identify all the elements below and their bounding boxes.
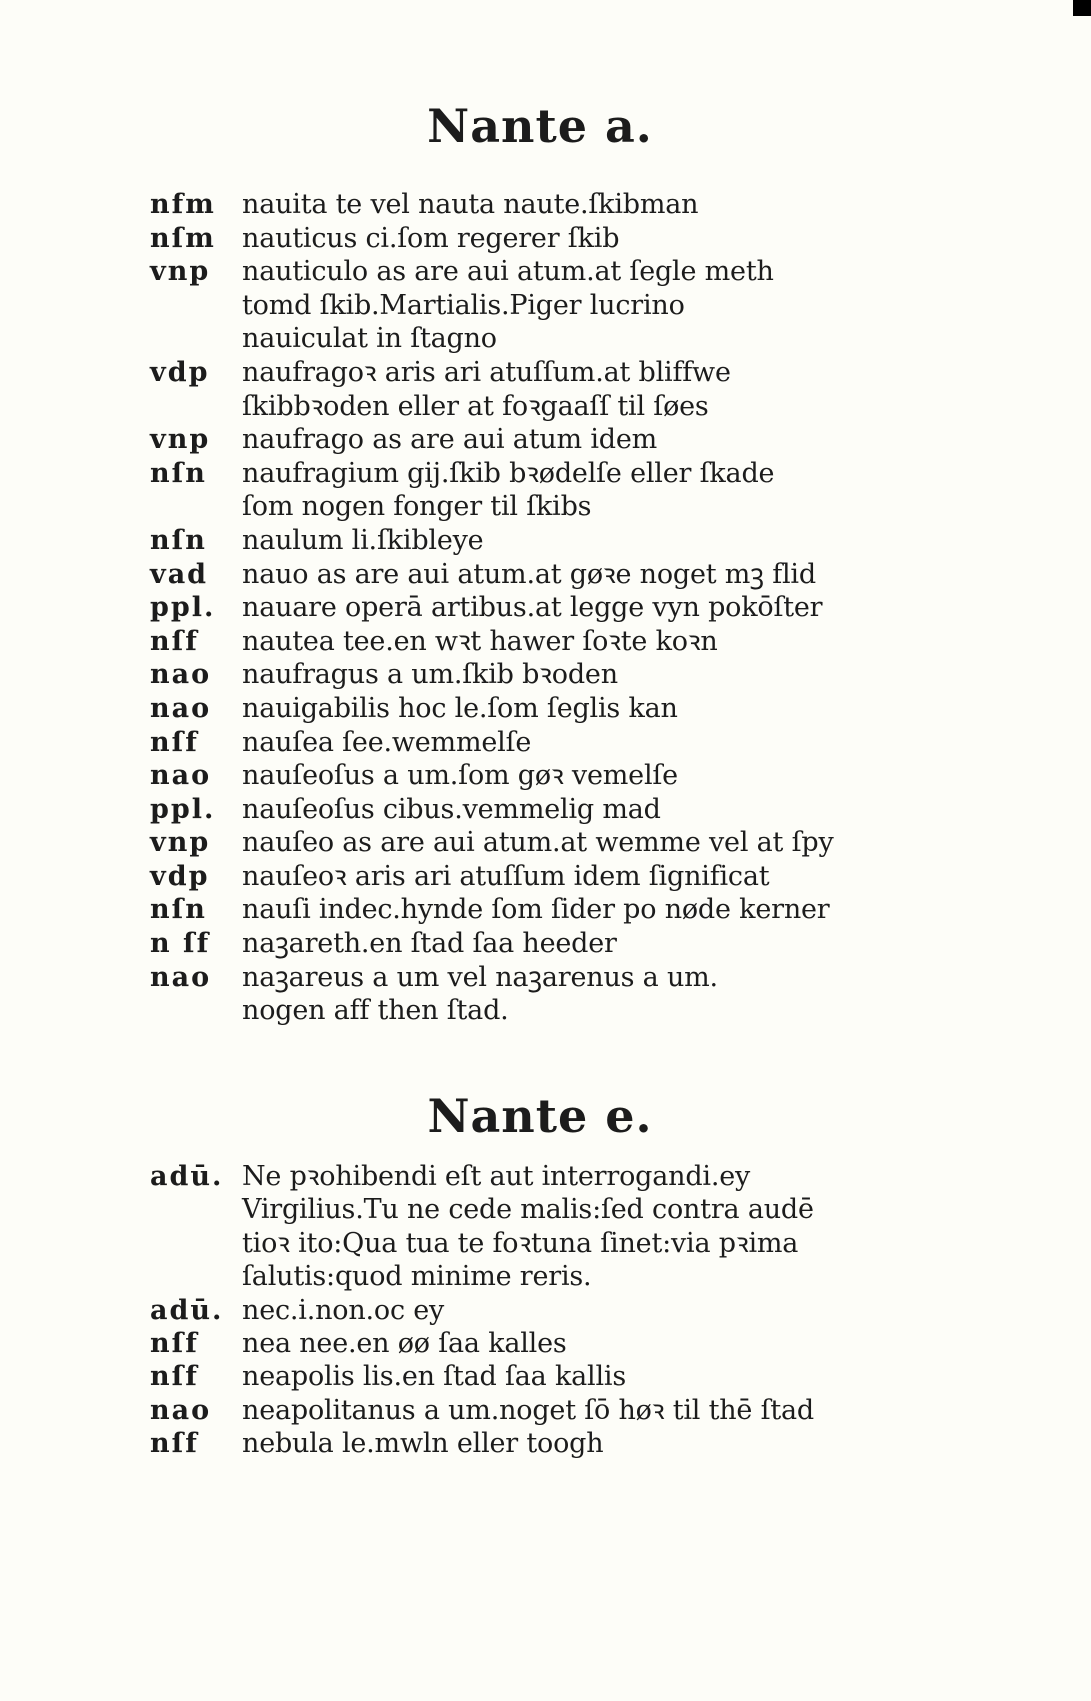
dictionary-entry (150, 726, 1050, 760)
grammar-code: adū. (150, 1161, 224, 1192)
grammar-code: adū. (150, 1294, 224, 1326)
dictionary-entry (150, 255, 1050, 356)
entry-text (242, 1427, 1050, 1460)
entry-line: ſkibbꝛoden eller at foꝛgaaſſ til ſøes (242, 390, 709, 422)
dictionary-entry (150, 1294, 1050, 1327)
entry-text (242, 1294, 1050, 1327)
entry-line: ſom nogen fonger til ſkibs (242, 491, 592, 523)
entry-text (242, 961, 1050, 1028)
entry-line: nauo as are aui atum.at gøꝛe noget mꝫ flid (242, 558, 816, 590)
dictionary-entry (150, 1394, 1050, 1427)
entry-line: naulum li.ſkibleye (242, 524, 484, 556)
entry-line: nauigabilis hoc le.ſom ſeglis kan (242, 692, 678, 724)
grammar-code: nſm (150, 222, 216, 254)
dictionary-entry (150, 457, 1050, 524)
grammar-code: ppl. (150, 592, 216, 624)
entry-line: nauiculat in ſtagno (242, 323, 497, 355)
dictionary-entry (150, 188, 1050, 222)
dictionary-entry (150, 793, 1050, 827)
entry-text (242, 692, 1050, 726)
entry-text (242, 222, 1050, 256)
entry-text (242, 1327, 1050, 1360)
grammar-code: nao (150, 1394, 212, 1426)
entry-line: naꝫareus a um vel naꝫarenus a um. (242, 961, 718, 993)
grammar-code: nſf (150, 1428, 199, 1460)
entry-line: nauſeoꝛ aris ari atuſſum idem ſignificat (242, 860, 770, 892)
entry-line: naufragium gij.ſkib bꝛødelſe eller ſkade (242, 457, 775, 489)
grammar-code: nao (150, 760, 212, 792)
dictionary-entry (150, 658, 1050, 692)
dictionary-entry (150, 860, 1050, 894)
dictionary-entry (150, 423, 1050, 457)
dictionary-entry (150, 222, 1050, 256)
grammar-code: vdp (150, 860, 210, 892)
dictionary-entry (150, 625, 1050, 659)
grammar-code: vnp (150, 424, 211, 456)
grammar-code: vdp (150, 356, 210, 388)
entry-text (242, 423, 1050, 457)
dictionary-entry (150, 692, 1050, 726)
entry-line: nauſeoſus cibus.vemmelig mad (242, 793, 661, 825)
entry-line: Ne pꝛohibendi eſt aut interrogandi.ey (242, 1161, 751, 1192)
grammar-code: n ſf (150, 928, 211, 960)
dictionary-entry (150, 1160, 1050, 1294)
entry-line: nauita te vel nauta naute.ſkibman (242, 189, 699, 220)
entry-list-a (150, 188, 1050, 1028)
entry-text (242, 558, 1050, 592)
section-heading-e: Nante e. (427, 1089, 653, 1143)
dictionary-entry (150, 591, 1050, 625)
entry-text (242, 1360, 1050, 1393)
entry-text (242, 625, 1050, 659)
entry-line: naufragoꝛ aris ari atuſſum.at bliffwe (242, 356, 731, 388)
entry-text (242, 927, 1050, 961)
entry-line: naufrago as are aui atum idem (242, 424, 658, 456)
grammar-code: nfm (150, 189, 216, 220)
section-heading-a: Nante a. (427, 99, 653, 153)
entry-text (242, 1394, 1050, 1427)
entry-line: neapolitanus a um.noget ſō høꝛ til thē ſtad (242, 1394, 815, 1426)
entry-line: nauſi indec.hynde ſom ſider po nøde kerner (242, 894, 830, 926)
dictionary-entry (150, 927, 1050, 961)
grammar-code: nſf (150, 625, 199, 657)
grammar-code: nao (150, 659, 212, 691)
entry-text (242, 356, 1050, 423)
grammar-code: vnp (150, 827, 211, 859)
grammar-code: nſf (150, 1328, 199, 1360)
entry-line: tioꝛ ito:Qua tua te foꝛtuna ſinet:via pꝛima (242, 1227, 799, 1259)
dictionary-entry (150, 1360, 1050, 1393)
entry-text (242, 759, 1050, 793)
entry-line: nea nee.en øø ſaa kalles (242, 1328, 567, 1360)
grammar-code: nſf (150, 1361, 199, 1393)
entry-line: nauſea ſee.wemmelſe (242, 726, 532, 758)
dictionary-entry (150, 961, 1050, 1028)
entry-line: nebula le.mwln eller toogh (242, 1428, 604, 1460)
grammar-code: vnp (150, 256, 211, 288)
entry-text (242, 457, 1050, 524)
dictionary-entry (150, 558, 1050, 592)
dictionary-entry (150, 1327, 1050, 1360)
dictionary-entry (150, 759, 1050, 793)
entry-text (242, 860, 1050, 894)
dictionary-entry (150, 893, 1050, 927)
entry-text (242, 826, 1050, 860)
grammar-code: nao (150, 692, 212, 724)
entry-line: neapolis lis.en ſtad ſaa kallis (242, 1361, 626, 1393)
grammar-code: nſn (150, 457, 207, 489)
entry-line: naufragus a um.ſkib bꝛoden (242, 659, 618, 691)
grammar-code: nſn (150, 894, 207, 926)
entry-list-e (150, 1160, 1050, 1461)
entry-line: tomd ſkib.Martialis.Piger lucrino (242, 289, 685, 321)
entry-text (242, 726, 1050, 760)
entry-text (242, 658, 1050, 692)
dictionary-entry (150, 356, 1050, 423)
entry-line: nauſeo as are aui atum.at wemme vel at ſpy (242, 827, 834, 859)
entry-line: naꝫareth.en ſtad ſaa heeder (242, 928, 617, 960)
entry-line: nec.i.non.oc ey (242, 1294, 445, 1326)
entry-text (242, 1160, 1050, 1294)
dictionary-entry (150, 826, 1050, 860)
dictionary-entry (150, 1427, 1050, 1460)
grammar-code: nſf (150, 726, 199, 758)
entry-text (242, 793, 1050, 827)
entry-text (242, 893, 1050, 927)
entry-line: ſalutis:quod minime reris. (242, 1261, 592, 1293)
entry-line: nauare operā artibus.at legge vyn pokōſter (242, 592, 823, 624)
entry-text (242, 255, 1050, 356)
entry-line: nauticulo as are aui atum.at ſegle meth (242, 256, 774, 288)
entry-line: Virgilius.Tu ne cede malis:ſed contra audē (242, 1194, 814, 1226)
entry-text (242, 591, 1050, 625)
entry-text (242, 524, 1050, 558)
grammar-code: vad (150, 558, 209, 590)
dictionary-entry (150, 524, 1050, 558)
entry-text (242, 188, 1050, 222)
grammar-code: ppl. (150, 793, 216, 825)
entry-line: nauſeoſus a um.ſom gøꝛ vemelſe (242, 760, 678, 792)
entry-line: nogen aff then ſtad. (242, 995, 509, 1027)
entry-line: nauticus ci.ſom regerer ſkib (242, 222, 620, 254)
grammar-code: nao (150, 961, 212, 993)
entry-line: nautea tee.en wꝛt hawer ſoꝛte koꝛn (242, 625, 718, 657)
grammar-code: nſn (150, 524, 207, 556)
